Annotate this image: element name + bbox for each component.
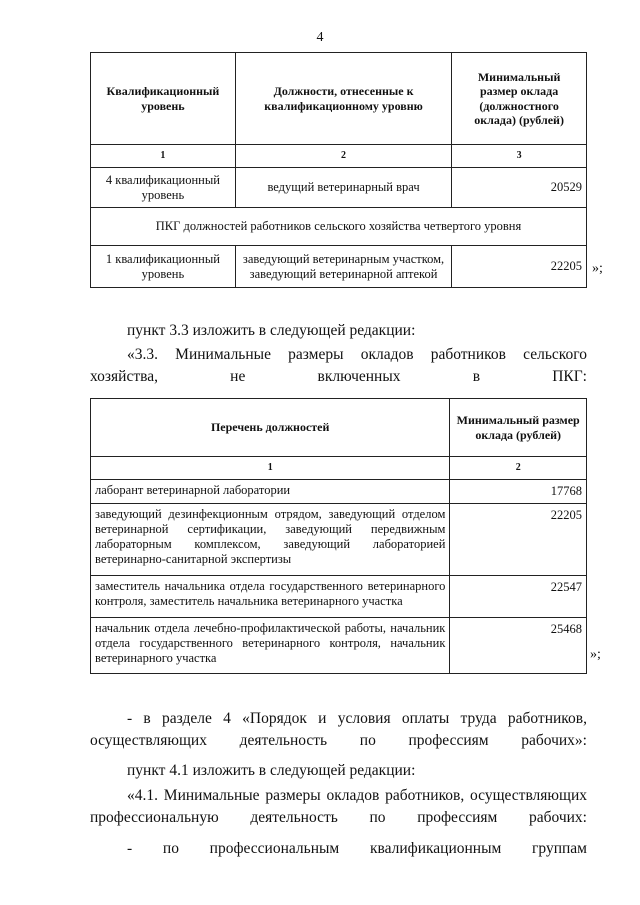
- qualification-level-cell: 1 квалификационный уровень: [91, 246, 236, 288]
- position-cell: заместитель начальника отдела государственного ветеринарного контроля, заместитель начальника ветеринарного участка: [91, 576, 450, 618]
- group-heading-cell: ПКГ должностей работников сельского хозяйства четвертого уровня: [91, 208, 587, 246]
- header-qualification-level: Квалификационный уровень: [91, 53, 236, 145]
- header-position-list: Перечень должностей: [91, 399, 450, 457]
- paragraph: «4.1. Минимальные размеры окладов работников, осуществляющих профессиональную деятельность по профессиям рабочих:: [90, 787, 587, 826]
- position-cell: ведущий ветеринарный врач: [235, 168, 451, 208]
- salary-cell: 22547: [450, 576, 587, 618]
- closing-quote: »;: [590, 647, 601, 662]
- column-number-row: [91, 145, 587, 168]
- position-cell: лаборант ветеринарной лаборатории: [91, 480, 450, 504]
- closing-quote: »;: [592, 261, 603, 276]
- table-row: [91, 168, 587, 208]
- page-number: 4: [316, 30, 324, 45]
- position-cell: заведующий ветеринарным участком, заведующий ветеринарной аптекой: [235, 246, 451, 288]
- column-number: 3: [452, 145, 587, 168]
- paragraph: - в разделе 4 «Порядок и условия оплаты труда работников, осуществляющих деятельность по профессиям рабочих»:: [90, 710, 587, 749]
- header-min-salary: Минимальный размер оклада (рублей): [450, 399, 587, 457]
- salary-cell: 20529: [452, 168, 587, 208]
- column-number: 1: [91, 145, 236, 168]
- column-number: 1: [91, 457, 450, 480]
- column-number: 2: [450, 457, 587, 480]
- table-row: [91, 246, 587, 288]
- header-min-salary: Минимальный размер оклада (должностного оклада) (рублей): [452, 53, 587, 145]
- table-row: [91, 576, 587, 618]
- paragraph: пункт 3.3 изложить в следующей редакции:: [127, 322, 416, 339]
- positions-table: [90, 398, 587, 674]
- column-number: 2: [235, 145, 451, 168]
- group-heading-row: [91, 208, 587, 246]
- qualification-levels-table: [90, 52, 587, 288]
- salary-cell: 25468: [450, 618, 587, 674]
- table-row: [91, 618, 587, 674]
- qualification-level-cell: 4 квалификационный уровень: [91, 168, 236, 208]
- salary-cell: 22205: [452, 246, 587, 288]
- salary-cell: 22205: [450, 504, 587, 576]
- table-row: [91, 480, 587, 504]
- table-header-row: [91, 399, 587, 457]
- paragraph: «3.3. Минимальные размеры окладов работников сельского хозяйства, не включенных в ПКГ:: [90, 346, 587, 385]
- table-header-row: [91, 53, 587, 145]
- position-cell: заведующий дезинфекционным отрядом, заведующий отделом ветеринарной сертификации, заведующий передвижным лабораторным комплексом, заведующий лабораторией ветеринарно-санитарной экспертизы: [91, 504, 450, 576]
- salary-cell: 17768: [450, 480, 587, 504]
- header-positions: Должности, отнесенные к квалификационному уровню: [235, 53, 451, 145]
- table-row: [91, 504, 587, 576]
- paragraph: пункт 4.1 изложить в следующей редакции:: [127, 762, 416, 779]
- column-number-row: [91, 457, 587, 480]
- position-cell: начальник отдела лечебно-профилактической работы, начальник отдела государственного ветеринарного контроля, начальник ветеринарного участка: [91, 618, 450, 674]
- paragraph: - по профессиональным квалификационным группам: [127, 840, 587, 857]
